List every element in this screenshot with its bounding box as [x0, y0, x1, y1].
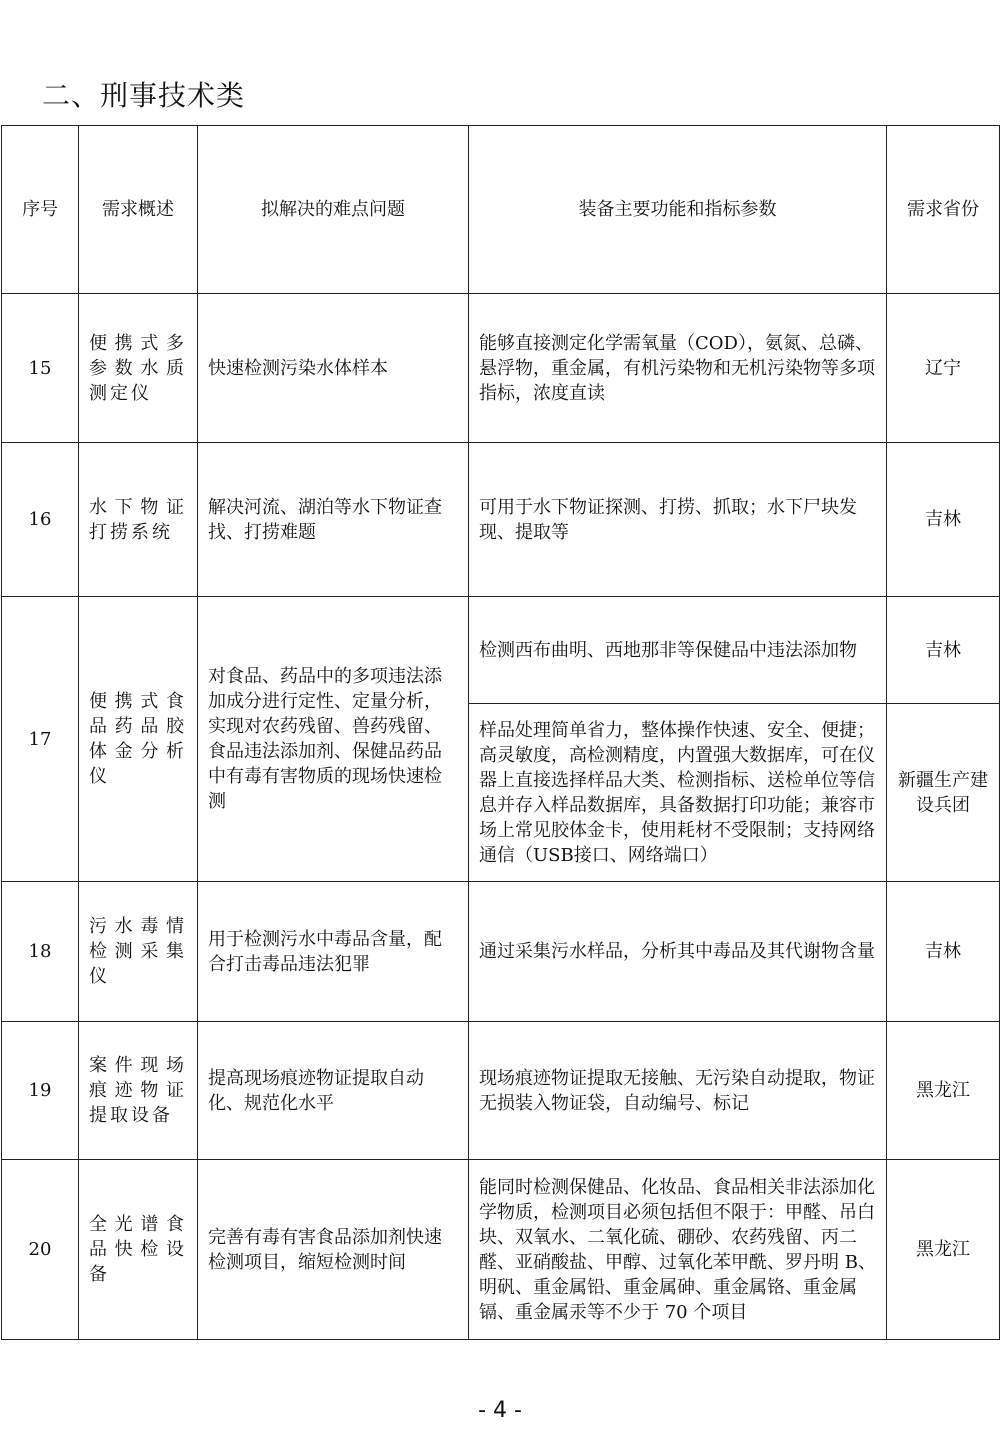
row-number: 18	[2, 882, 79, 1022]
row-number: 20	[2, 1160, 79, 1340]
row-summary: 案件现场痕迹物证提取设备	[79, 1022, 198, 1160]
row-summary: 便携式多参数水质测定仪	[79, 294, 198, 443]
section-heading: 二、刑事技术类	[42, 79, 246, 112]
row-spec: 可用于水下物证探测、打捞、抓取；水下尸块发现、提取等	[469, 443, 887, 597]
table-row	[2, 597, 1000, 704]
row-province: 新疆生产建设兵团	[887, 704, 1000, 882]
row-problem: 完善有毒有害食品添加剂快速检测项目，缩短检测时间	[198, 1160, 469, 1340]
row-province: 吉林	[887, 597, 1000, 704]
row-province: 黑龙江	[887, 1022, 1000, 1160]
row-province: 黑龙江	[887, 1160, 1000, 1340]
row-summary: 水下物证打捞系统	[79, 443, 198, 597]
requirements-table	[1, 125, 1000, 1340]
header-province: 需求省份	[887, 126, 1000, 294]
row-spec: 通过采集污水样品，分析其中毒品及其代谢物含量	[469, 882, 887, 1022]
row-problem: 快速检测污染水体样本	[198, 294, 469, 443]
row-number: 15	[2, 294, 79, 443]
header-problem: 拟解决的难点问题	[198, 126, 469, 294]
row-spec: 能够直接测定化学需氧量（COD），氨氮、总磷、悬浮物，重金属，有机污染物和无机污染物等多项指标，浓度直读	[469, 294, 887, 443]
row-spec: 样品处理简单省力，整体操作快速、安全、便捷；高灵敏度，高检测精度，内置强大数据库，可在仪器上直接选择样品大类、检测指标、送检单位等信息并存入样品数据库，具备数据打印功能；兼容市场上常见胶体金卡，使用耗材不受限制；支持网络通信（USB接口、网络端口）	[469, 704, 887, 882]
row-province: 吉林	[887, 882, 1000, 1022]
table-header-row	[2, 126, 1000, 294]
row-number: 16	[2, 443, 79, 597]
row-number: 17	[2, 597, 79, 882]
row-summary: 全光谱食品快检设备	[79, 1160, 198, 1340]
row-spec: 现场痕迹物证提取无接触、无污染自动提取，物证无损装入物证袋，自动编号、标记	[469, 1022, 887, 1160]
row-spec: 检测西布曲明、西地那非等保健品中违法添加物	[469, 597, 887, 704]
row-problem: 用于检测污水中毒品含量，配合打击毒品违法犯罪	[198, 882, 469, 1022]
table-row	[2, 294, 1000, 443]
header-spec: 装备主要功能和指标参数	[469, 126, 887, 294]
row-province: 吉林	[887, 443, 1000, 597]
row-summary: 污水毒情检测采集仪	[79, 882, 198, 1022]
table-row	[2, 1022, 1000, 1160]
table-row	[2, 1160, 1000, 1340]
header-serial-number: 序号	[2, 126, 79, 294]
row-spec: 能同时检测保健品、化妆品、食品相关非法添加化学物质，检测项目必须包括但不限于：甲醛、吊白块、双氧水、二氧化硫、硼砂、农药残留、丙二醛、亚硝酸盐、甲醇、过氧化苯甲酰、罗丹明 B、明矾、重金属铅、重金属砷、重金属铬、重金属镉、重金属汞等不少于 70 个项目	[469, 1160, 887, 1340]
row-number: 19	[2, 1022, 79, 1160]
row-problem: 对食品、药品中的多项违法添加成分进行定性、定量分析，实现对农药残留、兽药残留、食品违法添加剂、保健品药品中有毒有害物质的现场快速检测	[198, 597, 469, 882]
header-requirement-summary: 需求概述	[79, 126, 198, 294]
table-row	[2, 882, 1000, 1022]
page-number: - 4 -	[478, 1398, 522, 1423]
table-row	[2, 443, 1000, 597]
row-province: 辽宁	[887, 294, 1000, 443]
row-problem: 提高现场痕迹物证提取自动化、规范化水平	[198, 1022, 469, 1160]
row-summary: 便携式食品药品胶体金分析仪	[79, 597, 198, 882]
row-problem: 解决河流、湖泊等水下物证查找、打捞难题	[198, 443, 469, 597]
